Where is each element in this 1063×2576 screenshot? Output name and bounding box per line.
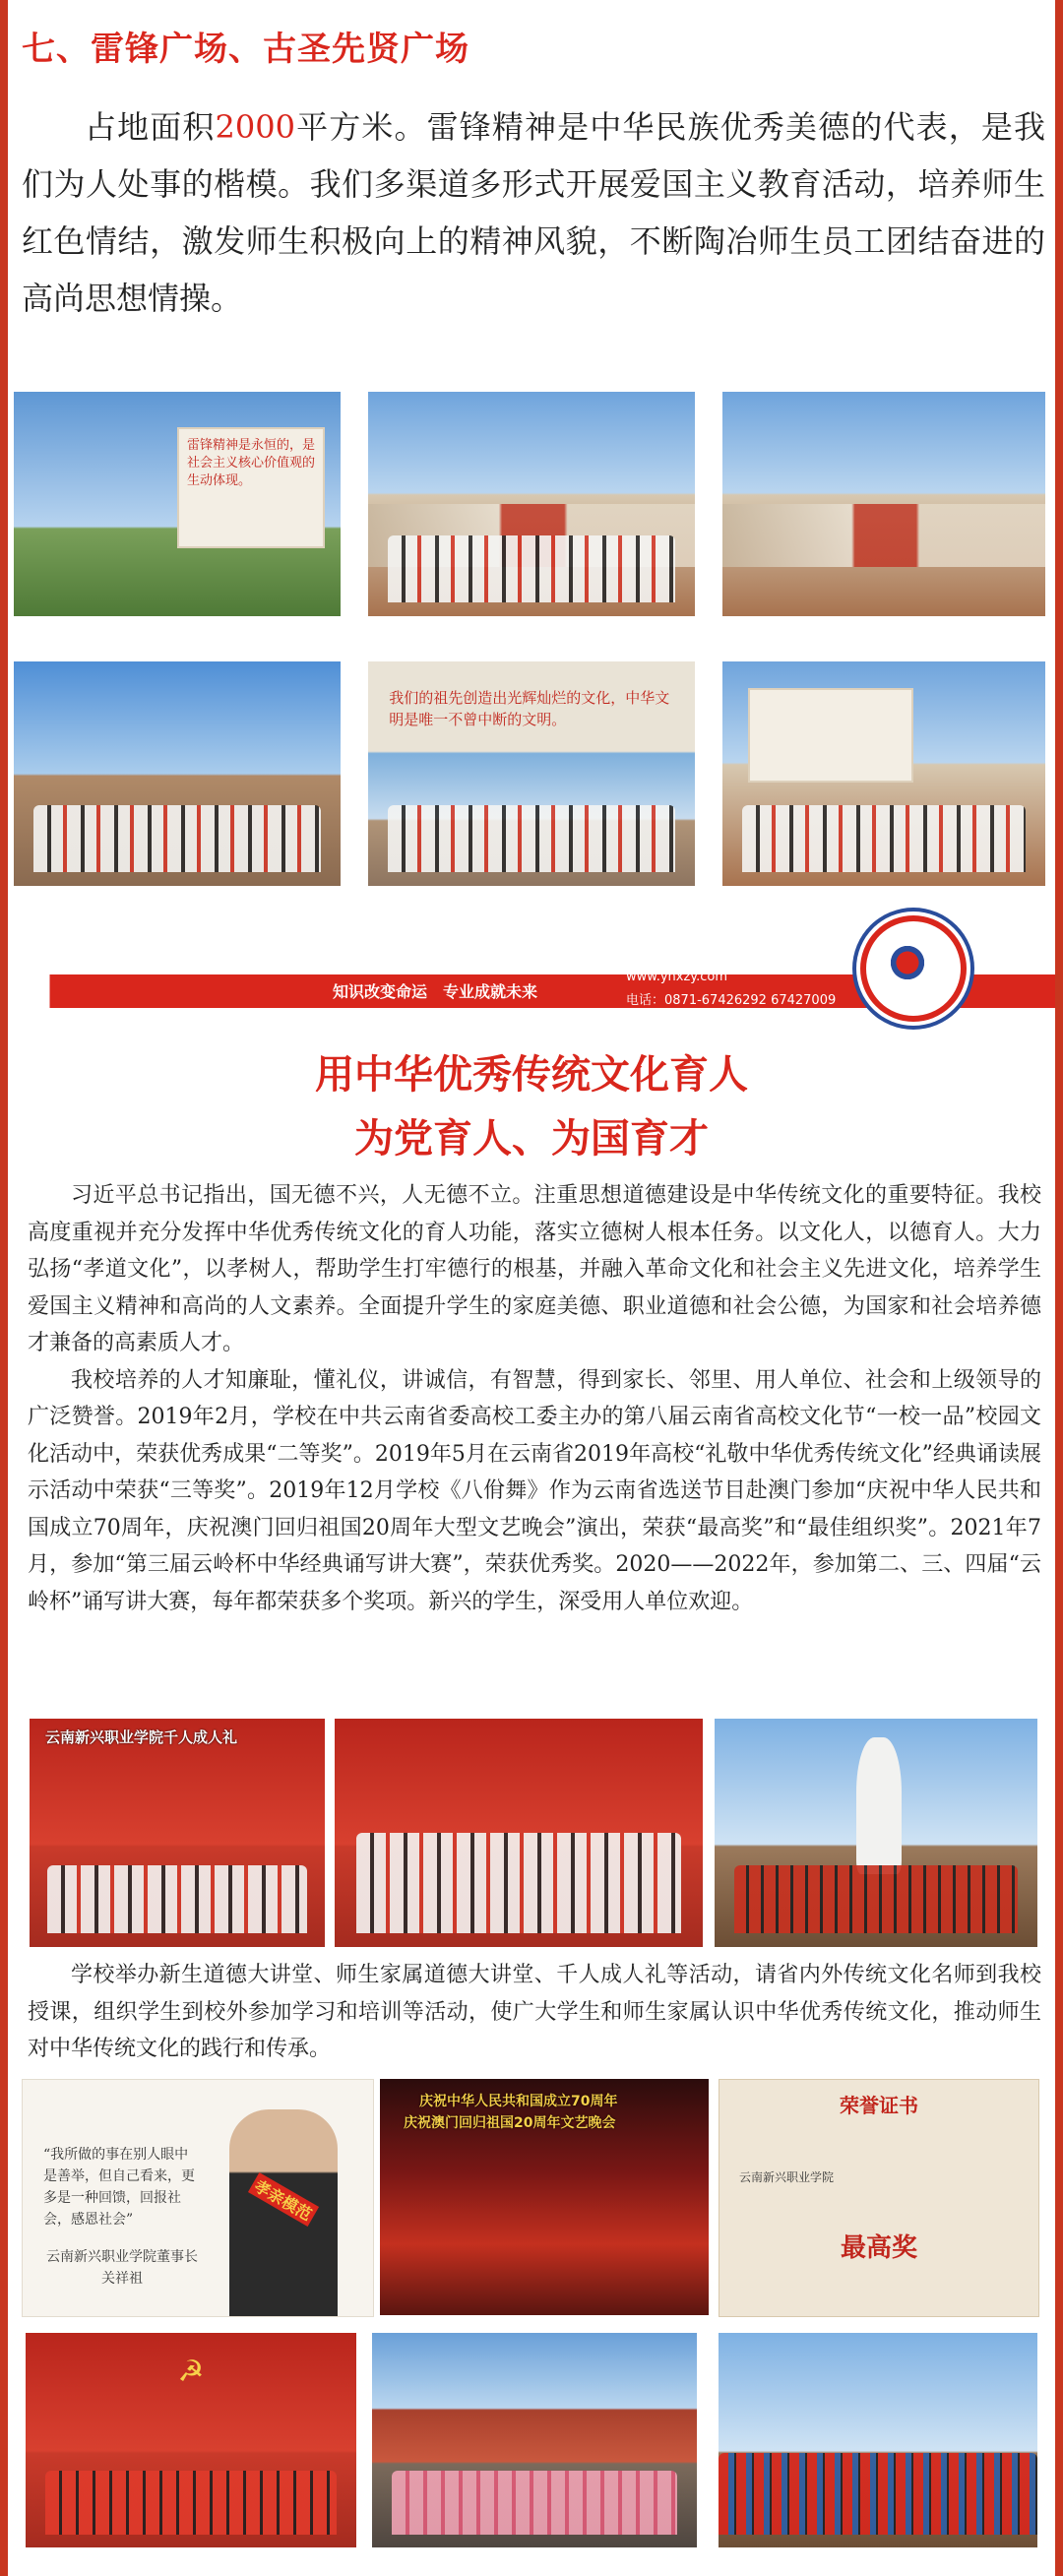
photo-crowd [388,805,675,872]
chairman-quote: “我所做的事在别人眼中是善举，但自己看来，更多是一种回馈，回报社会，感恩社会” [43,2147,195,2228]
photo-sages-square-group [368,392,695,616]
photo-building [722,504,1045,567]
leifeng-wall-2 [748,688,913,782]
photo-crowd [388,535,675,602]
article-paragraph-3: 学校举办新生道德大讲堂、师生家属道德大讲堂、千人成人礼等活动，请省内外传统文化名师到我校授课，组织学生到校外参加学习和培训等活动，使广大学生和师生家属认识中华优秀传统文化，推动师生对中华传统文化的践行和传承。 [28,1963,1041,2061]
banner-slogan: 知识改变命运 专业成就未来 [333,982,538,1001]
cert-name: 云南新兴职业学院 [739,2170,835,2184]
intro-paragraph [22,98,1045,327]
photo-crowd [742,805,1027,872]
photo-leifeng-wall-students [722,661,1045,886]
photo-crowd [47,1865,307,1934]
photo-crowd [45,2471,337,2535]
photo-crowd [719,2453,1037,2535]
photo-coming-of-age-ceremony [30,1719,325,1947]
photo-ceremony-students [335,1719,703,1947]
photo-crowd [392,2471,677,2535]
photo-bull-statue-group [14,661,341,886]
school-logo-icon [860,915,967,1022]
banner-phone: 电话：0871-67426292 67427009 [626,993,837,1008]
section-title: 七、雷锋广场、古圣先贤广场 [22,30,469,69]
photo-crowd [734,1865,1019,1934]
photo-crowd [356,1833,680,1933]
photo-crowd [33,805,321,872]
photo-honor-certificate [719,2079,1039,2317]
article-body-2 [28,1957,1041,2068]
sages-wall-text: 我们的祖先创造出光辉灿烂的文化，中华文明是唯一不曾中断的文明。 [389,689,670,729]
photo-sages-wall-students [368,661,695,886]
photo-confucius-statue [715,1719,1037,1947]
cert-award: 最高奖 [840,2233,917,2263]
intro-area-number: 2000 [215,108,295,146]
headline-line2: 为党育人、为国育才 [354,1116,709,1162]
leifeng-wall [177,427,325,548]
party-emblem-icon: ☭ [177,2354,205,2389]
page [8,0,1055,2576]
photo-leifeng-square [14,392,341,616]
photo-campus-mural [722,392,1045,616]
intro-prefix: 占地面积 [85,108,216,146]
article-body [28,1177,1041,1620]
photo-outdoor-rally [719,2333,1037,2547]
gala-caption-1: 庆祝中华人民共和国成立70周年 [419,2094,618,2109]
gala-caption-2: 庆祝澳门回归祖国20周年文艺晚会 [404,2115,616,2131]
leifeng-wall-text: 雷锋精神是永恒的，是社会主义核心价值观的生动体现。 [187,438,316,489]
photo-party-flag-group [26,2333,356,2547]
portrait-sash: 孝亲模范 [248,2172,319,2227]
statue-figure [856,1737,902,1874]
sages-wall [381,679,681,746]
ceremony-caption: 云南新兴职业学院千人成人礼 [45,1728,238,1746]
cert-title: 荣誉证书 [840,2094,918,2117]
article-paragraph-2: 我校培养的人才知廉耻，懂礼仪，讲诚信，有智慧，得到家长、邻里、用人单位、社会和上级领导的广泛赞誉。2019年2月，学校在中共云南省委高校工委主办的第八届云南省高校文化节“一校一品”校园文化活动中，荣获优秀成果“二等奖”。2019年5月在云南省2019年高校“礼敬中华优秀传统文化”经典诵读展示活动中荣获“三等奖”。2019年12月学校《八佾舞》作为云南省选送节目赴澳门参加“庆祝中华人民共和国成立70周年，庆祝澳门回归祖国20周年大型文艺晚会”演出，荣获“最高奖”和“最佳组织奖”。2021年7月，参加“第三届云岭杯中华经典诵写讲大赛”，荣获优秀奖。2020——2022年，参加第二、三、四届“云岭杯”诵写讲大赛，每年都荣获多个奖项。新兴的学生，深受用人单位欢迎。 [28,1367,1041,1614]
photo-temple-performers [372,2333,697,2547]
logo-emblem [888,943,927,982]
intro-body: 平方米。雷锋精神是中华民族优秀美德的代表，是我们为人处事的楷模。我们多渠道多形式开展爱国主义教育活动，培养师生红色情结，激发师生积极向上的精神风貌，不断陶冶师生员工团结奋进的高尚思想情操。 [22,108,1045,317]
banner-website: www.ynxzy.com [626,970,728,984]
chairman-quote-author: 云南新兴职业学院董事长关祥祖 [46,2249,198,2287]
photo-macau-gala [380,2079,709,2315]
headline-line1: 用中华优秀传统文化育人 [315,1052,748,1098]
article-paragraph-1: 习近平总书记指出，国无德不兴，人无德不立。注重思想道德建设是中华传统文化的重要特征。我校高度重视并充分发挥中华优秀传统文化的育人功能，落实立德树人根本任务。以文化人，以德育人。大力弘扬“孝道文化”，以孝树人，帮助学生打牢德行的根基，并融入革命文化和社会主义先进文化，培养学生爱国主义精神和高尚的人文素养。全面提升学生的家庭美德、职业道德和社会公德，为国家和社会培养德才兼备的高素质人才。 [28,1183,1041,1355]
